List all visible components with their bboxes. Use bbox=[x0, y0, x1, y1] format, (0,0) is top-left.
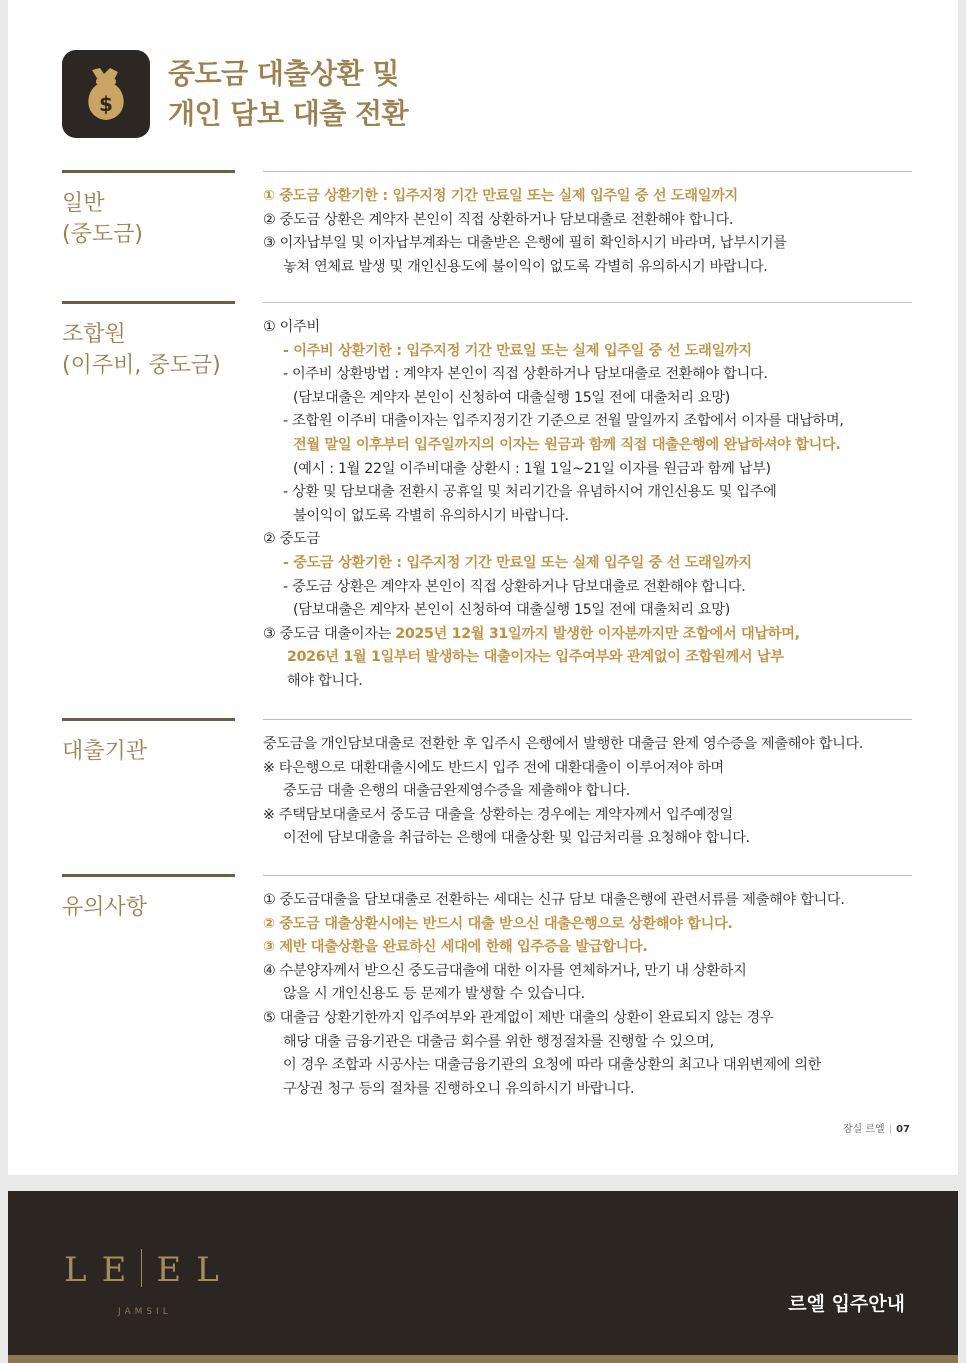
document-page bbox=[8, 0, 958, 1175]
text-run-highlight: 2025년 12월 31일까지 발생한 이자분까지만 조합에서 대납하며, bbox=[395, 625, 800, 642]
footer-title: 르엘 입주안내 bbox=[788, 1293, 905, 1315]
title-line-2: 개인 담보 대출 전환 bbox=[168, 97, 409, 130]
text-line: 불이익이 없도록 각별히 유의하시기 바랍니다. bbox=[293, 507, 569, 524]
text-line: - 이주비 상환기한 : 입주지정 기간 만료일 또는 실제 입주일 중 선 도래일까지 bbox=[283, 342, 752, 359]
section-rule-right bbox=[263, 875, 912, 876]
section-label-line: 일반 bbox=[62, 191, 105, 216]
section-label-line: 대출기관 bbox=[62, 739, 148, 764]
text-line: ④ 수분양자께서 받으신 중도금대출에 대한 이자를 연체하거나, 만기 내 상환하지 bbox=[263, 962, 747, 979]
logo-subtitle: JAMSIL bbox=[118, 1307, 172, 1317]
logo-text-left: LE bbox=[64, 1250, 142, 1290]
text-line: ※ 타은행으로 대환대출시에도 반드시 입주 전에 대환대출이 이루어져야 하며 bbox=[263, 759, 724, 776]
text-line: ① 중도금 상환기한 : 입주지정 기간 만료일 또는 실제 입주일 중 선 도래일까지 bbox=[263, 188, 738, 204]
section-label-line: 조합원 bbox=[62, 322, 126, 347]
page-folio: 잠실 르엘 | 07 bbox=[842, 1124, 910, 1135]
text-line: (예시 : 1월 22일 이주비대출 상환시 : 1월 1일~21일 이자를 원금과 함께 납부) bbox=[293, 460, 771, 477]
text-line: 구상권 청구 등의 절차를 진행하오니 유의하시기 바랍니다. bbox=[283, 1080, 635, 1097]
section-label bbox=[62, 188, 242, 250]
page-title bbox=[168, 54, 568, 134]
section-rule-right bbox=[263, 719, 912, 720]
folio-site: 잠실 르엘 bbox=[842, 1124, 885, 1135]
text-line: 해야 합니다. bbox=[287, 672, 363, 689]
text-run: ③ 중도금 대출이자는 bbox=[263, 625, 396, 642]
section-label-line: (중도금) bbox=[62, 222, 143, 247]
text-line: 않을 시 개인신용도 등 문제가 발생할 수 있습니다. bbox=[283, 986, 585, 1003]
text-line: ① 이주비 bbox=[263, 319, 320, 335]
text-line: - 중도금 상환은 계약자 본인이 직접 상환하거나 담보대출로 전환해야 합니다. bbox=[283, 578, 746, 595]
section-label-line: 유의사항 bbox=[62, 895, 148, 920]
section-body bbox=[263, 889, 923, 1101]
footer-banner bbox=[8, 1191, 958, 1363]
footer-accent-bar bbox=[8, 1355, 958, 1363]
text-line: (담보대출은 계약자 본인이 신청하여 대출실행 15일 전에 대출처리 요망) bbox=[293, 389, 730, 406]
brand-logo bbox=[64, 1249, 234, 1290]
section-label-line: (이주비, 중도금) bbox=[62, 353, 221, 378]
section-rule-right bbox=[263, 302, 912, 303]
svg-text:$: $ bbox=[99, 92, 113, 116]
section-rule-left bbox=[62, 718, 235, 721]
section-body bbox=[263, 316, 923, 694]
text-line: 이전에 담보대출을 취급하는 은행에 대출상환 및 입금처리를 요청해야 합니다. bbox=[283, 830, 750, 847]
text-line: ② 중도금 bbox=[263, 531, 320, 548]
section-body bbox=[263, 733, 923, 851]
text-line: (담보대출은 계약자 본인이 신청하여 대출실행 15일 전에 대출처리 요망) bbox=[293, 602, 730, 619]
text-line: 2026년 1월 1일부터 발생하는 대출이자는 입주여부와 관계없이 조합원께서 납부 bbox=[287, 649, 784, 666]
money-bag-icon bbox=[62, 50, 150, 138]
text-line bbox=[263, 623, 923, 647]
text-line: ※ 주택담보대출로서 중도금 대출을 상환하는 경우에는 계약자께서 입주예정일 bbox=[263, 806, 734, 823]
text-line: - 이주비 상환방법 : 계약자 본인이 직접 상환하거나 담보대출로 전환해야 합니다. bbox=[283, 366, 768, 383]
text-line: 중도금을 개인담보대출로 전환한 후 입주시 은행에서 발행한 대출금 완제 영수증을 제출해야 합니다. bbox=[263, 736, 864, 752]
text-line: 전월 말일 이후부터 입주일까지의 이자는 원금과 함께 직접 대출은행에 완납하셔야 합니다. bbox=[293, 436, 841, 453]
text-line: 이 경우 조합과 시공사는 대출금융기관의 요청에 따라 대출상환의 최고나 대위변제에 의한 bbox=[283, 1057, 822, 1074]
text-line: - 중도금 상환기한 : 입주지정 기간 만료일 또는 실제 입주일 중 선 도래일까지 bbox=[283, 554, 752, 571]
section-rule-left bbox=[62, 874, 235, 877]
text-line: ③ 이자납부일 및 이자납부계좌는 대출받은 은행에 필히 확인하시기 바라며, 납부시기를 bbox=[263, 235, 787, 252]
page-number: 07 bbox=[896, 1124, 910, 1135]
text-line: 중도금 대출 은행의 대출금완제영수증을 제출해야 합니다. bbox=[283, 783, 630, 800]
title-line-1: 중도금 대출상환 및 bbox=[168, 57, 399, 90]
text-line: 놓쳐 연체료 발생 및 개인신용도에 불이익이 없도록 각별히 유의하시기 바랍니다. bbox=[283, 258, 768, 275]
section-label bbox=[62, 892, 242, 923]
text-line: ② 중도금 상환은 계약자 본인이 직접 상환하거나 담보대출로 전환해야 합니다. bbox=[263, 211, 734, 228]
text-line: - 상환 및 담보대출 전환시 공휴일 및 처리기간을 유념하시어 개인신용도 및 입주에 bbox=[283, 484, 777, 501]
section-label bbox=[62, 319, 242, 381]
section-rule-right bbox=[263, 171, 912, 172]
section-rule-left bbox=[62, 170, 235, 173]
section-body bbox=[263, 185, 923, 279]
text-line: ③ 제반 대출상환을 완료하신 세대에 한해 입주증을 발급합니다. bbox=[263, 939, 648, 956]
text-line: 해당 대출 금융기관은 대출금 회수를 위한 행정절차를 진행할 수 있으며, bbox=[283, 1033, 714, 1050]
logo-divider bbox=[141, 1249, 142, 1287]
text-line: ② 중도금 대출상환시에는 반드시 대출 받으신 대출은행으로 상환해야 합니다. bbox=[263, 915, 733, 932]
text-line: ⑤ 대출금 상환기한까지 입주여부와 관계없이 제반 대출의 상환이 완료되지 않는 경우 bbox=[263, 1009, 774, 1026]
section-label bbox=[62, 736, 242, 767]
text-line: ① 중도금대출을 담보대출로 전환하는 세대는 신규 담보 대출은행에 관련서류를 제출해야 합니다. bbox=[263, 892, 845, 908]
logo-text-right: EL bbox=[156, 1250, 234, 1290]
section-rule-left bbox=[62, 301, 235, 304]
text-line: - 조합원 이주비 대출이자는 입주지정기간 기준으로 전월 말일까지 조합에서 이자를 대납하며, bbox=[283, 413, 844, 430]
